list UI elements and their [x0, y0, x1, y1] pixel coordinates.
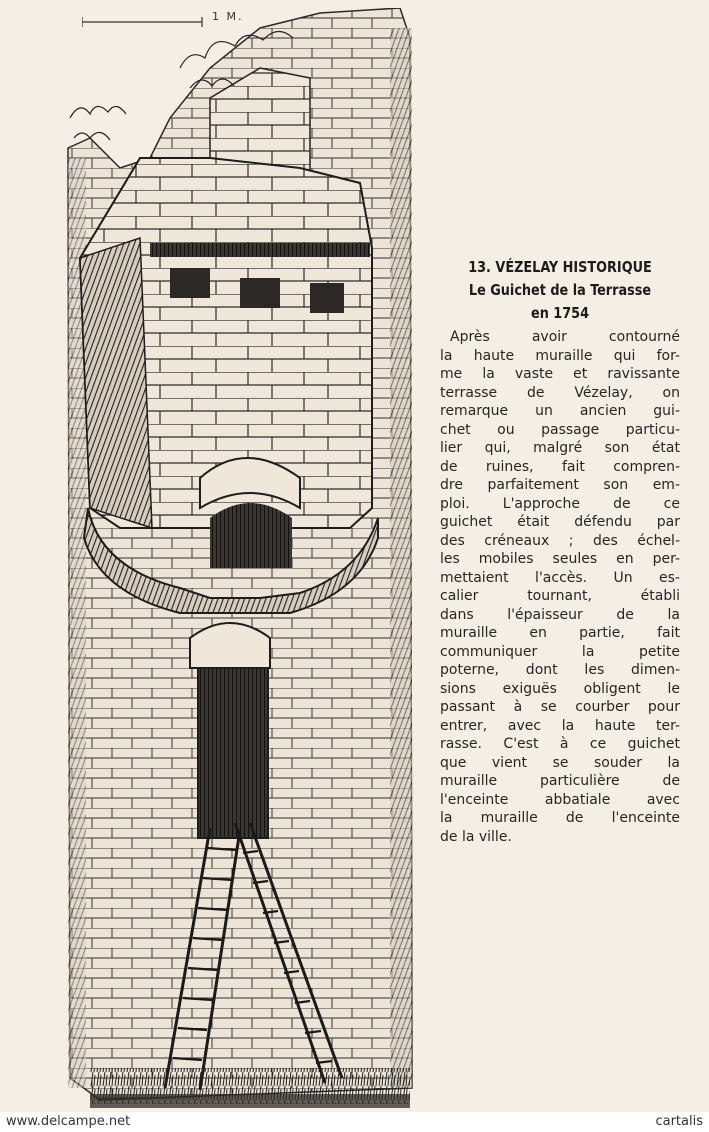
body-line: muraille particulière de [440, 773, 680, 789]
body-line: passant à se courber pour [440, 699, 680, 715]
body-line: l'enceinte abbatiale avec [440, 791, 680, 808]
title-line-3: en 1754 [530, 304, 590, 322]
body-line: lier qui, malgré son état [440, 440, 680, 456]
body-line: la haute muraille qui for- [440, 347, 680, 364]
body-line: remarque un ancien gui- [440, 403, 680, 419]
body-line: sions exiguës obligent le [440, 680, 680, 697]
body-line: les mobiles seules en per- [440, 551, 680, 567]
scale-label: 1 M. [212, 10, 244, 23]
body-line: entrer, avec la haute ter- [440, 717, 680, 734]
footer-site-left: www.delcampe.net [6, 1114, 131, 1129]
body-line: ploi. L'approche de ce [440, 495, 680, 512]
body-line: poterne, dont les dimen- [440, 662, 680, 678]
body-line: la muraille de l'enceinte [440, 810, 680, 826]
description-text [440, 328, 680, 846]
body-line: mettaient l'accès. Un es- [440, 569, 680, 586]
body-line: dre parfaitement son em- [440, 477, 680, 493]
body-line: terrasse de Vézelay, on [440, 384, 680, 401]
body-line: des créneaux ; des échel- [440, 532, 680, 549]
title-line-2: Le Guichet de la Terrasse [468, 281, 652, 299]
body-line: me la vaste et ravissante [440, 366, 680, 382]
body-line: rasse. C'est à ce guichet [440, 736, 680, 752]
tower-illustration [60, 8, 416, 1112]
body-line: de ruines, fait compren- [440, 458, 680, 475]
body-line: chet ou passage particu- [440, 421, 680, 438]
title-line-1: 13. VÉZELAY HISTORIQUE [468, 258, 652, 276]
watermark-footer [0, 1112, 709, 1132]
body-line: dans l'épaisseur de la [440, 606, 680, 623]
body-line: muraille en partie, fait [440, 625, 680, 641]
body-line: calier tournant, établi [440, 588, 680, 604]
body-line: de la ville. [440, 828, 512, 845]
body-line: communiquer la petite [440, 643, 680, 660]
caption-block [440, 256, 680, 846]
body-line: Après avoir contourné [450, 329, 680, 345]
footer-site-right: cartalis [655, 1114, 703, 1129]
body-line: guichet était défendu par [440, 514, 680, 530]
body-line: que vient se souder la [440, 754, 680, 771]
